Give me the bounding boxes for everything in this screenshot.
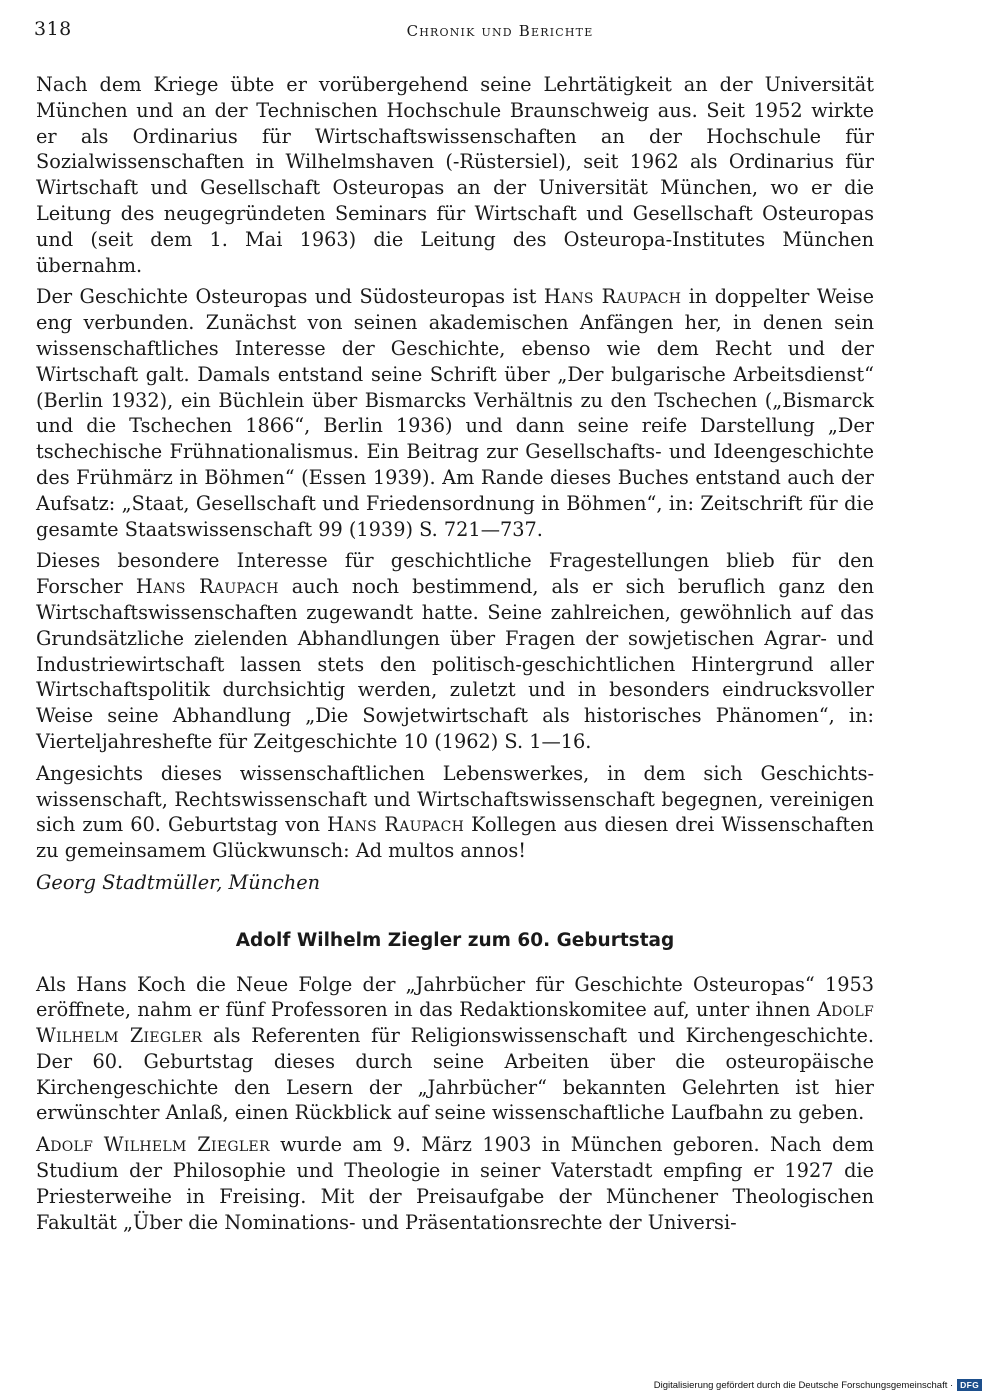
paragraph-3 [36,548,874,754]
person-name: Adolf Wilhelm Ziegler [36,998,874,1048]
section-heading: Adolf Wilhelm Ziegler zum 60. Geburtstag [235,929,675,951]
paragraph-1: Nach dem Kriege übte er vorübergehend seine Lehrtätigkeit an der Universität München und an der Technischen Hochschule Braunschweig aus. Seit 1952 wirkte er als Ordinarius für Wirtschaftswissenschaften an der Hochschule für Sozialwissenschaften in Wilhelmshaven (-Rüstersiel), seit 1962 als Ordinarius für Wirtschaft und Gesellschaft Osteuropas an der Universität München, wo er die Leitung des neugegründeten Seminars für Wirtschaft und Gesellschaft Osteuropas und (seit dem 1. Mai 1963) die Leitung des Osteuropa-Institutes München übernahm. [36,73,874,277]
dfg-logo: DFG [957,1379,982,1391]
paragraph-2-part-a: Der Geschichte Osteuropas und Südosteuropas ist [36,285,544,309]
running-head: Chronik und Berichte [406,22,594,40]
section-2-paragraph-1-part-a: Als Hans Koch die Neue Folge der „Jahrbücher für Geschichte Osteuropas“ 1953 eröffnete, nahm er fünf Professoren in das Redaktionskomitee auf, unter ihnen [36,972,874,1022]
person-name: Adolf Wilhelm Ziegler [36,1133,270,1157]
section-2-paragraph-2 [36,1132,874,1235]
paragraph-2-part-b: in doppelter Weise eng verbunden. Zunächst von seinen akademischen Anfängen her, in denen sein wissenschaftliches Interesse der Geschichte, ebenso wie dem Recht und der Wirtschaft galt. Damals entstand seine Schrift über „Der bulgarische Arbeitsdienst“ (Berlin 1932), ein Büchlein über Bismarcks Verhältnis zu den Tschechen („Bismarck und die Tschechen 1866“, Berlin 1936) und dann seine reife Darstellung „Der tschechische Frühnationalismus. Ein Beitrag zur Gesellschafts- und Ideengeschichte des Frühmärz in Böhmen“ (Essen 1939). Am Rande dieses Buches entstand auch der Aufsatz: „Staat, Gesellschaft und Friedensordnung in Böhmen“, in: Zeitschrift für die gesamte Staatswissenschaft 99 (1939) S. 721—737. [36,285,874,541]
section-2-paragraph-1 [36,972,874,1127]
paragraph-4-part-a: Angesichts dieses wissenschaftlichen Lebenswerkes, in dem sich Geschichtswissenschaft, Rechtswissenschaft und Wirtschaftswissenschaft begegnen, vereinigen sich zum 60. Geburtstag von [36,761,874,837]
paragraph-3-part-b: auch noch bestimmend, als er sich beruflich ganz den Wirtschaftswissenschaften zugewandt hatte. Seine zahlreichen, gewöhnlich auf das Grundsätzliche zielenden Abhandlungen über Fragen der sowjetischen Agrar- und Industriewirtschaft lassen stets den politisch-geschichtlichen Hintergrund aller Wirtschaftspolitik durchsichtig werden, zuletzt und in besonders eindrucksvoller Weise seine Abhandlung „Die Sowjetwirtschaft als historisches Phänomen“, in: Vierteljahreshefte für Zeitgeschichte 10 (1962) S. 1—16. [36,575,874,753]
article-body [36,72,874,1241]
person-name: Hans Raupach [327,813,465,837]
page-number: 318 [34,18,72,40]
author-signature: Georg Stadtmüller, München [36,870,321,894]
paragraph-4 [36,761,874,864]
digitization-footer [654,1379,982,1391]
paragraph-4-part-b: Kollegen aus diesen drei Wissenschaften zu gemeinsamem Glückwunsch: Ad multos annos! [36,813,874,863]
person-name: Hans Raupach [135,575,279,599]
person-name: Hans Raupach [543,285,682,309]
section-2-paragraph-2-part-b: wurde am 9. März 1903 in München geboren. Nach dem Studium der Philosophie und Theologie in seiner Vaterstadt empfing er 1927 die Priesterweihe in Freising. Mit der Preisaufgabe der Münchener Theologischen Fakultät „Über die Nominations- und Präsentationsrechte der Universi- [36,1133,874,1234]
paragraph-3-part-a: Dieses besondere Interesse für geschichtliche Fragestellungen blieb für den Forscher [36,549,874,599]
footer-text: Digitalisierung gefördert durch die Deutsche Forschungsgemeinschaft · [653,1379,954,1391]
paragraph-2 [36,284,874,542]
section-2-paragraph-1-part-b: als Referenten für Religionswissenschaft und Kirchengeschichte. Der 60. Geburtstag dieses durch seine Arbeiten über die osteuropäische Kirchengeschichte den Lesern der „Jahrbücher“ bekannten Gelehrten ist hier erwünschter Anlaß, einen Rückblick auf seine wissenschaftliche Laufbahn zu geben. [36,1024,874,1125]
